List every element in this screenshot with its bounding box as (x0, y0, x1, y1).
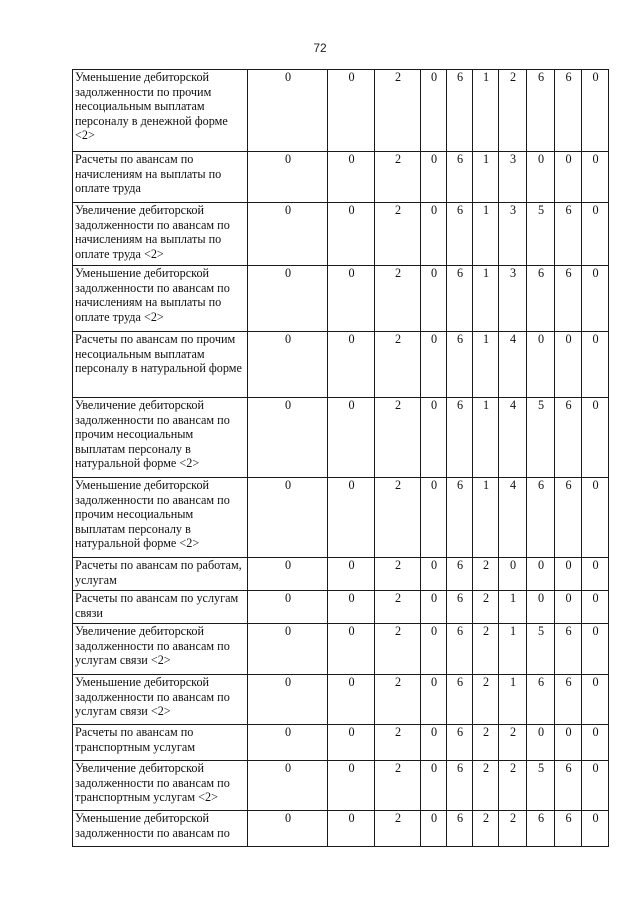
row-name-cell: Расчеты по авансам по начислениям на выплаты по оплате труда (73, 152, 248, 203)
code-digit-cell: 6 (555, 675, 582, 725)
code-digit-cell: 0 (527, 558, 555, 591)
code-digit-cell: 3 (499, 203, 527, 266)
code-digit-cell: 0 (328, 332, 375, 398)
code-digit-cell: 0 (248, 761, 328, 811)
code-digit-cell: 0 (328, 558, 375, 591)
code-digit-cell: 0 (421, 398, 447, 478)
code-digit-cell: 0 (248, 725, 328, 761)
code-digit-cell: 0 (248, 624, 328, 675)
code-digit-cell: 6 (447, 478, 473, 558)
code-digit-cell: 0 (555, 332, 582, 398)
code-digit-cell: 0 (328, 675, 375, 725)
code-digit-cell: 0 (527, 591, 555, 624)
code-digit-cell: 2 (473, 761, 499, 811)
code-digit-cell: 2 (375, 70, 421, 152)
code-digit-cell: 0 (582, 398, 609, 478)
row-name-cell: Расчеты по авансам по транспортным услугам (73, 725, 248, 761)
code-digit-cell: 0 (328, 70, 375, 152)
code-digit-cell: 0 (248, 478, 328, 558)
code-digit-cell: 6 (447, 591, 473, 624)
code-digit-cell: 0 (555, 725, 582, 761)
code-digit-cell: 0 (328, 478, 375, 558)
code-digit-cell: 0 (582, 725, 609, 761)
code-digit-cell: 1 (473, 478, 499, 558)
code-digit-cell: 0 (248, 70, 328, 152)
code-digit-cell: 0 (248, 152, 328, 203)
code-digit-cell: 2 (375, 478, 421, 558)
code-digit-cell: 0 (582, 70, 609, 152)
table-row (73, 266, 609, 332)
table-row (73, 811, 609, 847)
row-name-cell: Расчеты по авансам по работам, услугам (73, 558, 248, 591)
table-row (73, 152, 609, 203)
row-name-cell: Расчеты по авансам по услугам связи (73, 591, 248, 624)
code-digit-cell: 0 (328, 591, 375, 624)
code-digit-cell: 0 (421, 675, 447, 725)
table-row (73, 761, 609, 811)
code-digit-cell: 1 (499, 624, 527, 675)
row-name-cell: Увеличение дебиторской задолженности по авансам по начислениям на выплаты по оплате труда <2> (73, 203, 248, 266)
code-digit-cell: 6 (527, 266, 555, 332)
code-digit-cell: 0 (582, 811, 609, 847)
table-row (73, 478, 609, 558)
code-digit-cell: 6 (555, 624, 582, 675)
code-digit-cell: 5 (527, 624, 555, 675)
code-digit-cell: 2 (473, 591, 499, 624)
code-digit-cell: 6 (447, 332, 473, 398)
code-digit-cell: 0 (499, 558, 527, 591)
code-digit-cell: 0 (248, 398, 328, 478)
code-digit-cell: 4 (499, 398, 527, 478)
code-digit-cell: 2 (473, 624, 499, 675)
code-digit-cell: 2 (499, 761, 527, 811)
code-digit-cell: 5 (527, 203, 555, 266)
code-digit-cell: 5 (527, 398, 555, 478)
code-digit-cell: 0 (328, 725, 375, 761)
code-digit-cell: 0 (421, 591, 447, 624)
page-number: 72 (313, 41, 327, 55)
code-digit-cell: 6 (447, 725, 473, 761)
code-digit-cell: 0 (421, 332, 447, 398)
code-digit-cell: 0 (248, 332, 328, 398)
table-row (73, 398, 609, 478)
code-digit-cell: 0 (582, 266, 609, 332)
code-digit-cell: 1 (473, 70, 499, 152)
code-digit-cell: 0 (527, 152, 555, 203)
code-digit-cell: 2 (473, 558, 499, 591)
table-row (73, 725, 609, 761)
code-digit-cell: 1 (499, 675, 527, 725)
code-digit-cell: 6 (447, 152, 473, 203)
code-digit-cell: 2 (375, 203, 421, 266)
row-name-cell: Увеличение дебиторской задолженности по авансам по прочим несоциальным выплатам персоналу в натуральной форме <2> (73, 398, 248, 478)
code-digit-cell: 6 (527, 811, 555, 847)
code-digit-cell: 1 (499, 591, 527, 624)
code-digit-cell: 6 (447, 558, 473, 591)
code-digit-cell: 2 (375, 675, 421, 725)
row-name-cell: Уменьшение дебиторской задолженности по авансам по (73, 811, 248, 847)
code-digit-cell: 0 (421, 266, 447, 332)
code-digit-cell: 0 (421, 152, 447, 203)
code-digit-cell: 0 (582, 332, 609, 398)
code-digit-cell: 0 (421, 624, 447, 675)
code-digit-cell: 0 (421, 558, 447, 591)
code-digit-cell: 3 (499, 266, 527, 332)
code-digit-cell: 2 (375, 624, 421, 675)
code-digit-cell: 1 (473, 398, 499, 478)
code-digit-cell: 0 (555, 591, 582, 624)
code-digit-cell: 1 (473, 152, 499, 203)
code-digit-cell: 0 (248, 811, 328, 847)
code-digit-cell: 0 (248, 203, 328, 266)
row-name-cell: Уменьшение дебиторской задолженности по авансам по прочим несоциальным выплатам персоналу в натуральной форме <2> (73, 478, 248, 558)
code-digit-cell: 0 (248, 266, 328, 332)
table-body (73, 70, 609, 847)
code-digit-cell: 0 (555, 152, 582, 203)
code-digit-cell: 0 (421, 70, 447, 152)
code-digit-cell: 2 (499, 725, 527, 761)
code-digit-cell: 6 (527, 478, 555, 558)
code-digit-cell: 0 (328, 761, 375, 811)
code-digit-cell: 2 (375, 558, 421, 591)
code-digit-cell: 0 (421, 478, 447, 558)
row-name-cell: Расчеты по авансам по прочим несоциальным выплатам персоналу в натуральной форме (73, 332, 248, 398)
code-digit-cell: 6 (447, 624, 473, 675)
code-digit-cell: 0 (328, 266, 375, 332)
code-digit-cell: 0 (328, 811, 375, 847)
code-digit-cell: 2 (375, 725, 421, 761)
code-digit-cell: 1 (473, 332, 499, 398)
code-digit-cell: 6 (555, 203, 582, 266)
code-digit-cell: 2 (473, 811, 499, 847)
row-name-cell: Увеличение дебиторской задолженности по авансам по транспортным услугам <2> (73, 761, 248, 811)
code-digit-cell: 6 (447, 398, 473, 478)
code-digit-cell: 0 (582, 203, 609, 266)
code-digit-cell: 2 (499, 70, 527, 152)
code-digit-cell: 2 (375, 398, 421, 478)
code-digit-cell: 0 (421, 761, 447, 811)
row-name-cell: Уменьшение дебиторской задолженности по прочим несоциальным выплатам персоналу в денежной форме <2> (73, 70, 248, 152)
code-digit-cell: 0 (582, 591, 609, 624)
code-digit-cell: 2 (375, 152, 421, 203)
code-digit-cell: 0 (328, 152, 375, 203)
code-digit-cell: 0 (328, 203, 375, 266)
code-digit-cell: 0 (328, 398, 375, 478)
code-digit-cell: 6 (555, 266, 582, 332)
table-row (73, 624, 609, 675)
table-row (73, 332, 609, 398)
classification-table (72, 69, 609, 847)
code-digit-cell: 4 (499, 478, 527, 558)
code-digit-cell: 0 (582, 558, 609, 591)
table-row (73, 558, 609, 591)
code-digit-cell: 4 (499, 332, 527, 398)
code-digit-cell: 2 (375, 266, 421, 332)
code-digit-cell: 0 (582, 478, 609, 558)
code-digit-cell: 0 (248, 675, 328, 725)
code-digit-cell: 2 (473, 675, 499, 725)
code-digit-cell: 2 (375, 761, 421, 811)
code-digit-cell: 0 (248, 591, 328, 624)
code-digit-cell: 6 (555, 398, 582, 478)
code-digit-cell: 6 (447, 675, 473, 725)
code-digit-cell: 6 (527, 675, 555, 725)
row-name-cell: Уменьшение дебиторской задолженности по авансам по услугам связи <2> (73, 675, 248, 725)
code-digit-cell: 0 (328, 624, 375, 675)
code-digit-cell: 6 (447, 203, 473, 266)
code-digit-cell: 0 (582, 152, 609, 203)
code-digit-cell: 6 (527, 70, 555, 152)
code-digit-cell: 0 (555, 558, 582, 591)
code-digit-cell: 0 (582, 624, 609, 675)
table-row (73, 203, 609, 266)
code-digit-cell: 1 (473, 266, 499, 332)
code-digit-cell: 2 (375, 811, 421, 847)
code-digit-cell: 0 (527, 332, 555, 398)
code-digit-cell: 6 (447, 811, 473, 847)
table-row (73, 70, 609, 152)
code-digit-cell: 6 (555, 478, 582, 558)
code-digit-cell: 1 (473, 203, 499, 266)
code-digit-cell: 6 (447, 266, 473, 332)
code-digit-cell: 0 (248, 558, 328, 591)
code-digit-cell: 6 (447, 70, 473, 152)
code-digit-cell: 2 (375, 591, 421, 624)
code-digit-cell: 6 (555, 811, 582, 847)
code-digit-cell: 0 (421, 203, 447, 266)
table-row (73, 675, 609, 725)
code-digit-cell: 0 (582, 761, 609, 811)
code-digit-cell: 6 (555, 70, 582, 152)
row-name-cell: Уменьшение дебиторской задолженности по авансам по начислениям на выплаты по оплате труда <2> (73, 266, 248, 332)
code-digit-cell: 0 (421, 811, 447, 847)
code-digit-cell: 3 (499, 152, 527, 203)
row-name-cell: Увеличение дебиторской задолженности по авансам по услугам связи <2> (73, 624, 248, 675)
code-digit-cell: 6 (555, 761, 582, 811)
code-digit-cell: 0 (421, 725, 447, 761)
code-digit-cell: 2 (375, 332, 421, 398)
code-digit-cell: 0 (582, 675, 609, 725)
table-row (73, 591, 609, 624)
code-digit-cell: 5 (527, 761, 555, 811)
code-digit-cell: 2 (473, 725, 499, 761)
code-digit-cell: 6 (447, 761, 473, 811)
code-digit-cell: 0 (527, 725, 555, 761)
code-digit-cell: 2 (499, 811, 527, 847)
